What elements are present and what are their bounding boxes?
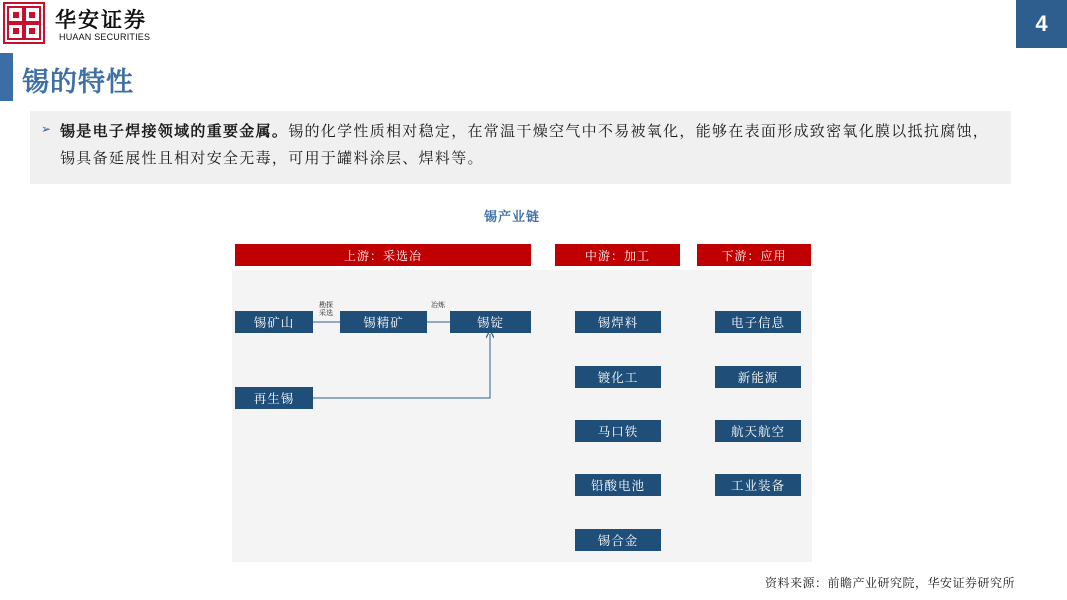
node-midstream: 锡合金 <box>575 529 661 551</box>
edge-label-exploration: 勘探 采选 <box>319 301 333 317</box>
stage-upstream: 上游：采选冶 <box>235 244 531 266</box>
page-number-badge: 4 <box>1016 0 1067 48</box>
summary-box <box>30 111 1011 184</box>
summary-text <box>60 118 1005 172</box>
node-tin-ingot: 锡锭 <box>450 311 531 333</box>
node-tin-mine: 锡矿山 <box>235 311 313 333</box>
summary-lead: 锡是电子焊接领域的重要金属。 <box>60 122 289 140</box>
stage-downstream: 下游：应用 <box>697 244 811 266</box>
node-recycled-tin: 再生锡 <box>235 387 313 409</box>
node-tin-concentrate: 锡精矿 <box>340 311 427 333</box>
summary-body: 锡的化学性质相对稳定，在常温干燥空气中不易被氧化，能够在表面形成致密氧化膜以抵抗腐蚀，锡具备延展性且相对安全无毒，可用于罐料涂层、焊料等。 <box>60 122 990 167</box>
bullet-arrow-icon: ➢ <box>41 122 52 136</box>
title-accent-bar <box>0 53 13 101</box>
source-note: 资料来源：前瞻产业研究院，华安证券研究所 <box>764 576 1015 590</box>
edge-label-smelting: 冶炼 <box>431 301 445 309</box>
node-midstream: 马口铁 <box>575 420 661 442</box>
node-downstream: 工业装备 <box>715 474 801 496</box>
node-downstream: 航天航空 <box>715 420 801 442</box>
stage-midstream: 中游：加工 <box>555 244 680 266</box>
node-midstream: 锡焊料 <box>575 311 661 333</box>
node-downstream: 电子信息 <box>715 311 801 333</box>
node-downstream: 新能源 <box>715 366 801 388</box>
brand-name-cn: 华安证券 <box>55 7 147 32</box>
page-title: 锡的特性 <box>22 67 134 98</box>
node-midstream: 镀化工 <box>575 366 661 388</box>
node-midstream: 铅酸电池 <box>575 474 661 496</box>
brand-name-en: HUAAN SECURITIES <box>59 32 151 42</box>
huaan-logo-icon <box>3 2 45 44</box>
diagram-title: 锡产业链 <box>483 210 540 225</box>
